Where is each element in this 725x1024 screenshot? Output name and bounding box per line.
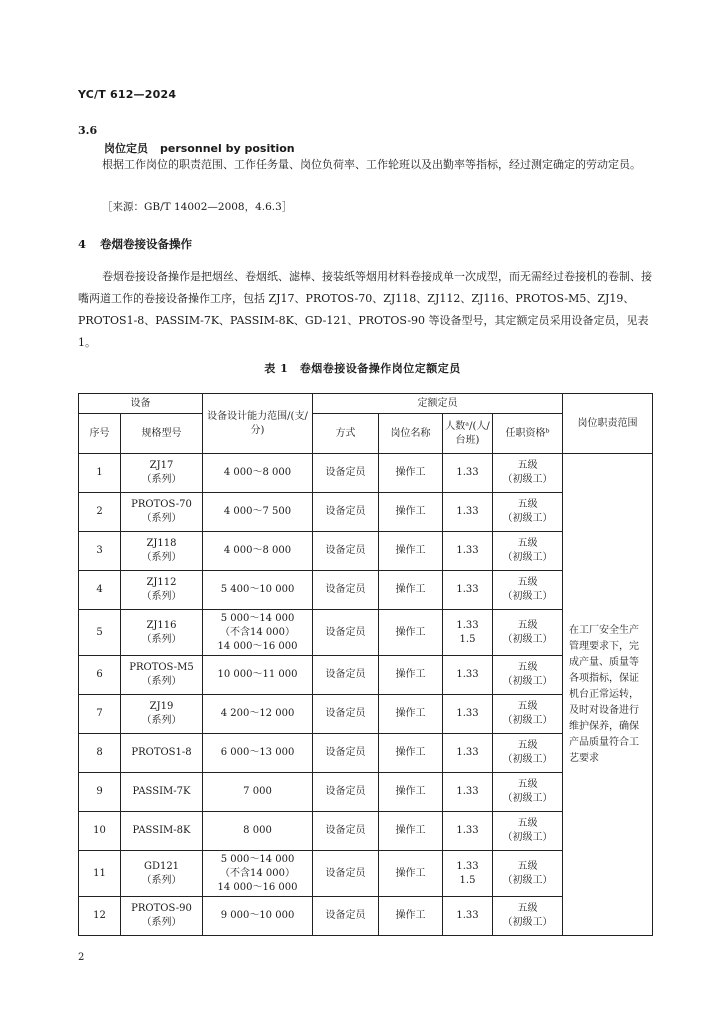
cell-count <box>443 897 493 936</box>
section-4-heading <box>78 236 192 252</box>
cell-capacity-line: 5 000～14 000 <box>220 612 295 624</box>
header-quota: 定额定员 <box>313 394 563 414</box>
cell-capacity-line: （不含14 000） <box>220 626 295 638</box>
cell-capacity <box>203 454 313 493</box>
cell-count <box>443 734 493 773</box>
cell-model-line: PROTOS-M5 <box>129 662 194 673</box>
cell-count <box>443 695 493 734</box>
section-number-3-6: 3.6 <box>78 124 98 137</box>
cell-method: 设备定员 <box>313 571 379 610</box>
header-post: 岗位名称 <box>379 414 443 454</box>
cell-model <box>121 812 203 851</box>
cell-model-line: （系列） <box>141 633 182 645</box>
cell-qualification-line: 五级 <box>517 499 538 510</box>
cell-qualification-line: 五级 <box>517 818 538 829</box>
cell-qualification-line: 五级 <box>517 662 538 673</box>
cell-post: 操作工 <box>379 454 443 493</box>
cell-method: 设备定员 <box>313 734 379 773</box>
cell-seq: 1 <box>79 454 121 493</box>
term-english: personnel by position <box>160 142 295 155</box>
cell-capacity-line: 4 000～8 000 <box>223 545 292 556</box>
cell-count-line: 1.33 <box>456 708 479 719</box>
cell-qualification-line: 五级 <box>517 577 538 588</box>
header-scope: 岗位职责范围 <box>563 394 653 454</box>
cell-model-line: ZJ112 <box>146 577 177 588</box>
header-seq: 序号 <box>79 414 121 454</box>
cell-count <box>443 610 493 656</box>
term-source: ［来源：GB/T 14002—2008，4.6.3］ <box>102 201 293 213</box>
cell-capacity-line: 5 000～14 000 <box>220 853 295 865</box>
cell-qualification-line: 五级 <box>517 538 538 549</box>
cell-count-line: 1.5 <box>459 874 476 886</box>
table-row <box>79 454 653 493</box>
cell-model-line: （系列） <box>141 676 182 687</box>
cell-seq: 2 <box>79 493 121 532</box>
cell-count <box>443 773 493 812</box>
cell-count-line: 1.33 <box>456 584 479 595</box>
cell-method: 设备定员 <box>313 695 379 734</box>
cell-method: 设备定员 <box>313 532 379 571</box>
cell-model <box>121 773 203 812</box>
cell-qualification <box>493 695 563 734</box>
cell-model-line: PROTOS-90 <box>131 903 192 914</box>
cell-count-line: 1.33 <box>456 747 479 758</box>
cell-qualification <box>493 656 563 695</box>
cell-qualification <box>493 851 563 897</box>
cell-qualification-line: 五级 <box>517 701 538 712</box>
cell-capacity-line: 14 000～16 000 <box>217 640 298 652</box>
cell-qualification-line: （初级工） <box>502 874 553 886</box>
cell-model-line: （系列） <box>141 591 182 602</box>
header-equipment: 设备 <box>79 394 203 414</box>
cell-capacity <box>203 851 313 897</box>
cell-capacity-line: 5 400～10 000 <box>220 584 295 595</box>
cell-model-line: PROTOS1-8 <box>131 747 192 758</box>
cell-seq: 9 <box>79 773 121 812</box>
cell-method: 设备定员 <box>313 610 379 656</box>
cell-model-line: ZJ19 <box>149 701 174 712</box>
cell-model-line: （系列） <box>141 874 182 886</box>
cell-model <box>121 897 203 936</box>
page-number: 2 <box>78 952 85 963</box>
cell-model-line: PROTOS-70 <box>131 499 192 510</box>
cell-qualification-line: （初级工） <box>502 917 553 928</box>
cell-qualification <box>493 493 563 532</box>
cell-capacity <box>203 493 313 532</box>
cell-seq: 10 <box>79 812 121 851</box>
cell-model <box>121 610 203 656</box>
table-body <box>79 454 653 936</box>
cell-post: 操作工 <box>379 897 443 936</box>
cell-capacity-line: 8 000 <box>243 825 272 836</box>
cell-count <box>443 851 493 897</box>
cell-count-line: 1.33 <box>456 545 479 556</box>
cell-count-line: 1.5 <box>459 633 476 645</box>
cell-post: 操作工 <box>379 812 443 851</box>
cell-scope-note: 在工厂安全生产管理要求下，完成产量、质量等各项指标，保证机台正常运转，及时对设备进行维护保养，确保产品质量符合工艺要求 <box>563 454 653 936</box>
cell-post: 操作工 <box>379 695 443 734</box>
cell-capacity-line: （不含14 000） <box>220 867 295 879</box>
cell-model <box>121 695 203 734</box>
header-model: 规格型号 <box>121 414 203 454</box>
cell-post: 操作工 <box>379 532 443 571</box>
staffing-table <box>78 393 653 936</box>
cell-model-line: ZJ118 <box>146 538 177 549</box>
cell-seq: 7 <box>79 695 121 734</box>
cell-count <box>443 571 493 610</box>
cell-capacity <box>203 734 313 773</box>
cell-capacity-line: 9 000～10 000 <box>220 910 295 921</box>
cell-count-line: 1.33 <box>456 910 479 921</box>
cell-capacity <box>203 610 313 656</box>
cell-post: 操作工 <box>379 493 443 532</box>
cell-count <box>443 812 493 851</box>
cell-model-line: （系列） <box>141 474 182 485</box>
cell-qualification <box>493 454 563 493</box>
cell-capacity-line: 4 000～7 500 <box>223 506 292 517</box>
cell-qualification-line: （初级工） <box>502 474 553 485</box>
cell-count-line: 1.33 <box>456 860 479 872</box>
cell-post: 操作工 <box>379 610 443 656</box>
cell-seq: 3 <box>79 532 121 571</box>
cell-qualification-line: 五级 <box>517 460 538 471</box>
cell-post: 操作工 <box>379 656 443 695</box>
cell-seq: 11 <box>79 851 121 897</box>
cell-qualification-line: 五级 <box>517 619 538 631</box>
cell-capacity <box>203 656 313 695</box>
cell-method: 设备定员 <box>313 897 379 936</box>
cell-qualification-line: 五级 <box>517 740 538 751</box>
cell-count-line: 1.33 <box>456 786 479 797</box>
cell-model-line: （系列） <box>141 917 182 928</box>
cell-model-line: ZJ116 <box>146 619 177 631</box>
cell-qualification <box>493 897 563 936</box>
term-definition: 根据工作岗位的职责范围、工作任务量、岗位负荷率、工作轮班以及出勤率等指标，经过测定确定的劳动定员。 <box>102 158 641 171</box>
cell-model <box>121 493 203 532</box>
cell-qualification-line: （初级工） <box>502 832 553 843</box>
cell-qualification <box>493 773 563 812</box>
cell-model <box>121 532 203 571</box>
cell-post: 操作工 <box>379 571 443 610</box>
cell-qualification-line: 五级 <box>517 903 538 914</box>
section-4-paragraph: 卷烟卷接设备操作是把烟丝、卷烟纸、滤棒、接装纸等烟用材料卷接成单一次成型，而无需经过卷接机的卷制、接嘴两道工作的卷接设备操作工序，包括 ZJ17、PROTOS-70、ZJ118、ZJ112、ZJ116、PROTOS-M5、ZJ19、PROTOS1-8、PASSIM-7K、PASSIM-8K、GD-121、PROTOS-90 等设备型号，其定额定员采用设备定员，见表 1。 <box>78 270 652 349</box>
cell-capacity <box>203 695 313 734</box>
cell-method: 设备定员 <box>313 812 379 851</box>
cell-capacity-line: 10 000～11 000 <box>217 669 298 680</box>
section-4-title: 卷烟卷接设备操作 <box>100 237 193 251</box>
document-code-header: YC/T 612—2024 <box>78 88 177 101</box>
cell-model-line: PASSIM-7K <box>132 786 191 797</box>
cell-qualification-line: （初级工） <box>502 793 553 804</box>
cell-model-line: ZJ17 <box>149 460 174 471</box>
cell-method: 设备定员 <box>313 656 379 695</box>
cell-capacity-line: 7 000 <box>243 786 272 797</box>
cell-method: 设备定员 <box>313 773 379 812</box>
cell-post: 操作工 <box>379 734 443 773</box>
header-capacity: 设备设计能力范围/(支/分) <box>203 394 313 454</box>
cell-post: 操作工 <box>379 851 443 897</box>
cell-qualification-line: （初级工） <box>502 633 553 645</box>
cell-qualification <box>493 532 563 571</box>
header-count: 人数ᵃ/(人/台班) <box>443 414 493 454</box>
cell-capacity <box>203 532 313 571</box>
cell-method: 设备定员 <box>313 493 379 532</box>
cell-seq: 4 <box>79 571 121 610</box>
cell-capacity-line: 4 000～8 000 <box>223 467 292 478</box>
cell-capacity-line: 6 000～13 000 <box>220 747 295 758</box>
cell-count <box>443 532 493 571</box>
cell-model <box>121 454 203 493</box>
cell-qualification-line: （初级工） <box>502 754 553 765</box>
header-qualification: 任职资格ᵇ <box>493 414 563 454</box>
term-chinese: 岗位定员 <box>104 142 148 155</box>
cell-count-line: 1.33 <box>456 825 479 836</box>
cell-qualification-line: 五级 <box>517 779 538 790</box>
cell-model <box>121 571 203 610</box>
cell-seq: 8 <box>79 734 121 773</box>
cell-qualification-line: （初级工） <box>502 715 553 726</box>
cell-seq: 6 <box>79 656 121 695</box>
cell-count <box>443 454 493 493</box>
cell-method: 设备定员 <box>313 851 379 897</box>
cell-model-line: （系列） <box>141 715 182 726</box>
header-method: 方式 <box>313 414 379 454</box>
cell-count-line: 1.33 <box>456 506 479 517</box>
cell-method: 设备定员 <box>313 454 379 493</box>
table-title: 表 1 卷烟卷接设备操作岗位定额定员 <box>264 362 461 375</box>
cell-qualification-line: （初级工） <box>502 552 553 563</box>
cell-capacity-line: 4 200～12 000 <box>220 708 295 719</box>
cell-qualification-line: （初级工） <box>502 513 553 524</box>
cell-qualification-line: 五级 <box>517 860 538 872</box>
cell-count <box>443 656 493 695</box>
cell-qualification-line: （初级工） <box>502 676 553 687</box>
cell-qualification <box>493 812 563 851</box>
cell-capacity <box>203 571 313 610</box>
cell-capacity <box>203 773 313 812</box>
cell-qualification <box>493 571 563 610</box>
cell-seq: 12 <box>79 897 121 936</box>
cell-post: 操作工 <box>379 773 443 812</box>
cell-qualification <box>493 734 563 773</box>
section-4-number: 4 <box>78 237 87 251</box>
cell-model-line: （系列） <box>141 552 182 563</box>
cell-qualification <box>493 610 563 656</box>
cell-model-line: GD121 <box>143 860 180 872</box>
cell-qualification-line: （初级工） <box>502 591 553 602</box>
cell-count-line: 1.33 <box>456 467 479 478</box>
cell-model-line: （系列） <box>141 513 182 524</box>
cell-model <box>121 656 203 695</box>
cell-capacity <box>203 897 313 936</box>
cell-count-line: 1.33 <box>456 619 479 631</box>
cell-model-line: PASSIM-8K <box>132 825 191 836</box>
cell-model <box>121 851 203 897</box>
cell-capacity-line: 14 000～16 000 <box>217 881 298 893</box>
cell-seq: 5 <box>79 610 121 656</box>
cell-capacity <box>203 812 313 851</box>
cell-count <box>443 493 493 532</box>
cell-model <box>121 734 203 773</box>
cell-count-line: 1.33 <box>456 669 479 680</box>
